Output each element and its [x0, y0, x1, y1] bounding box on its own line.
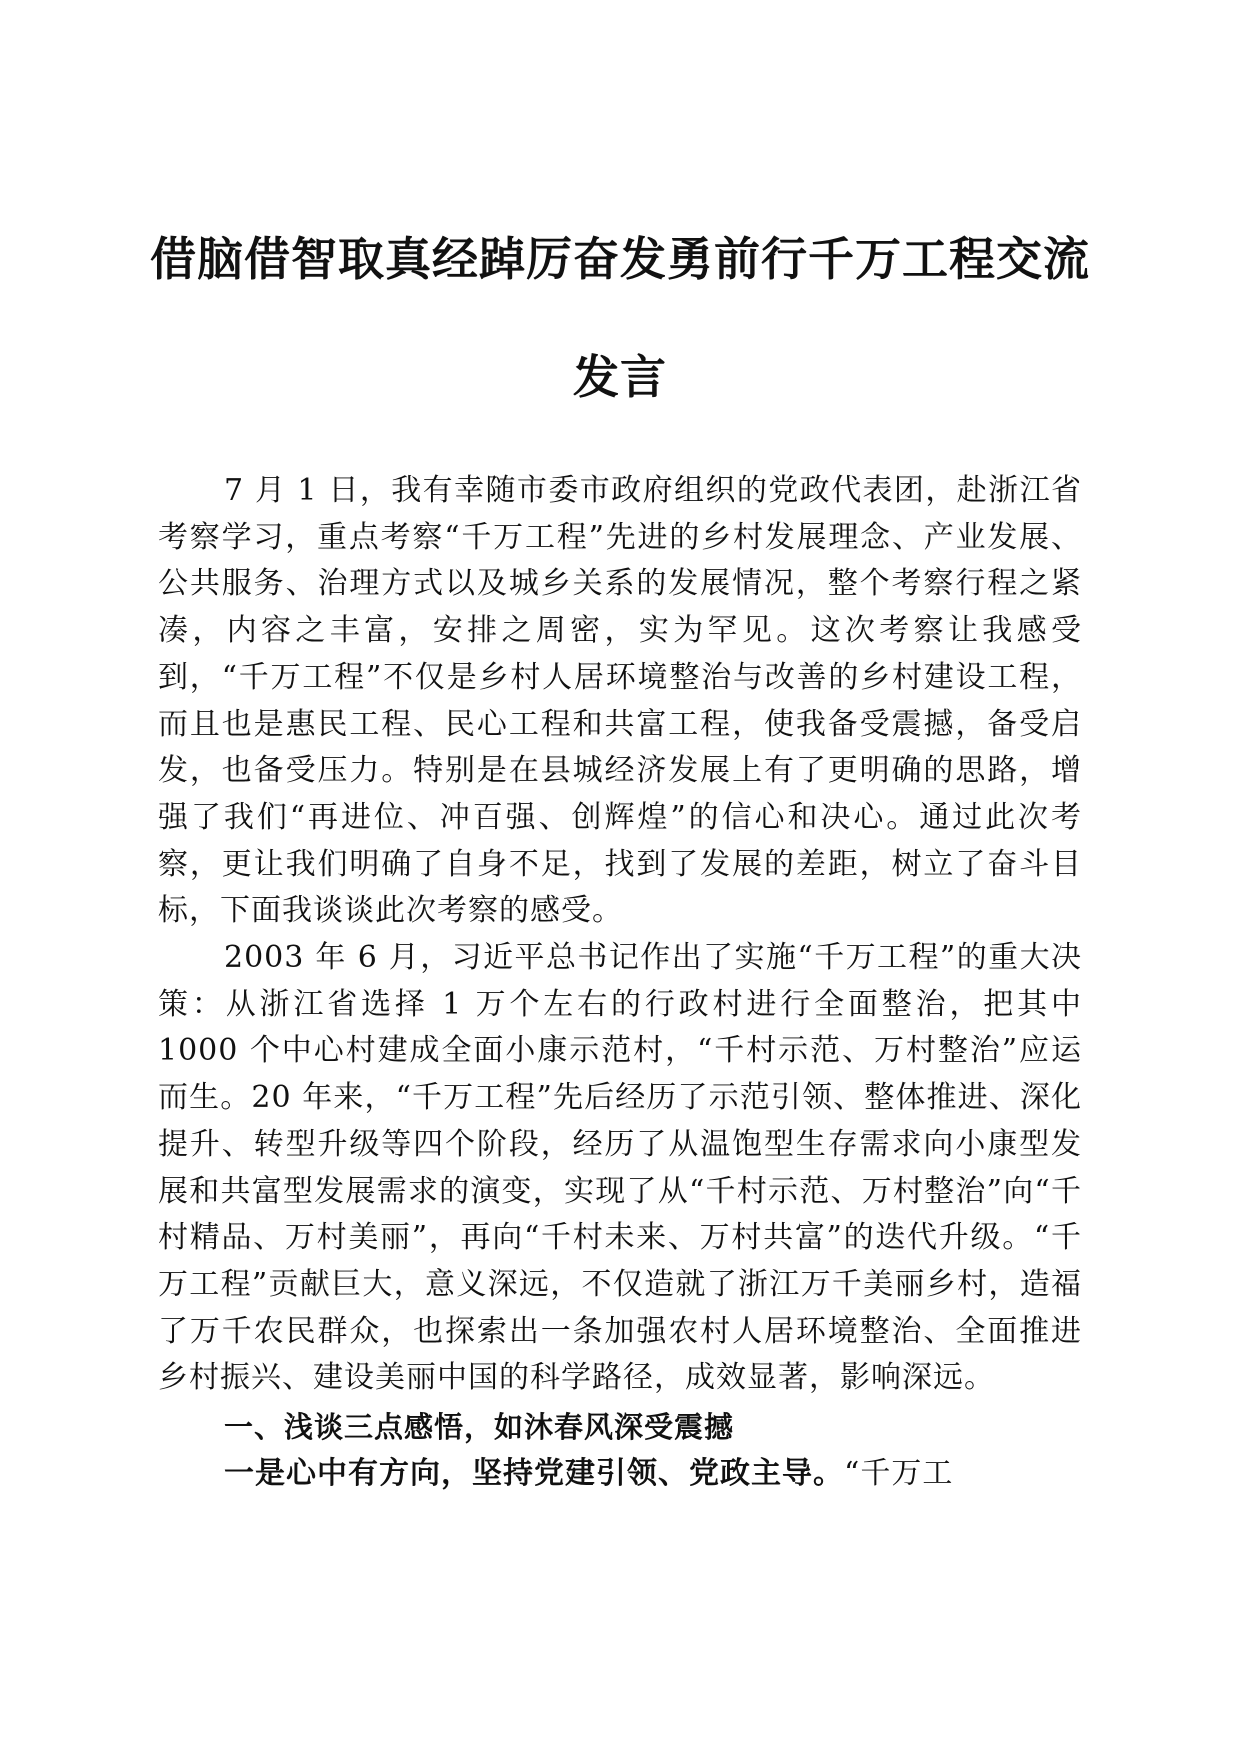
document-body [158, 468, 1082, 1497]
point-one-lead: 一是心中有方向，坚持党建引领、党政主导。 [224, 1455, 844, 1491]
section-heading: 一、浅谈三点感悟，如沐春风深受震撼 [224, 1410, 735, 1445]
paragraph-intro: 7 月 1 日，我有幸随市委市政府组织的党政代表团，赴浙江省考察学习，重点考察“千万工程”先进的乡村发展理念、产业发展、公共服务、治理方式以及城乡关系的发展情况，整个考察行程之紧凑，内容之丰富，安排之周密，实为罕见。这次考察让我感受到，“千万工程”不仅是乡村人居环境整治与改善的乡村建设工程，而且也是惠民工程、民心工程和共富工程，使我备受震撼，备受启发，也备受压力。特别是在县城经济发展上有了更明确的思路，增强了我们“再进位、冲百强、创辉煌”的信心和决心。通过此次考察，更让我们明确了自身不足，找到了发展的差距，树立了奋斗目标，下面我谈谈此次考察的感受。 [158, 473, 1082, 929]
document-title-line-1: 借脑借智取真经踔厉奋发勇前行千万工程交流 [150, 232, 1090, 286]
point-one-text: “千万工 [844, 1455, 954, 1491]
document-title-line-2: 发言 [573, 350, 667, 404]
paragraph-point-one [158, 1451, 1082, 1498]
paragraph-background: 2003 年 6 月，习近平总书记作出了实施“千万工程”的重大决策：从浙江省选择 1 万个左右的行政村进行全面整治，把其中 1000 个中心村建成全面小康示范村，“千村示范、万村整治”应运而生。20 年来，“千万工程”先后经历了示范引领、整体推进、深化提升、转型升级等四个阶段，经历了从温饱型生存需求向小康型发展和共富型发展需求的演变，实现了从“千村示范、万村整治”向“千村精品、万村美丽”，再向“千村未来、万村共富”的迭代升级。“千万工程”贡献巨大，意义深远，不仅造就了浙江万千美丽乡村，造福了万千农民群众，也探索出一条加强农村人居环境整治、全面推进乡村振兴、建设美丽中国的科学路径，成效显著，影响深远。 [158, 940, 1082, 1396]
